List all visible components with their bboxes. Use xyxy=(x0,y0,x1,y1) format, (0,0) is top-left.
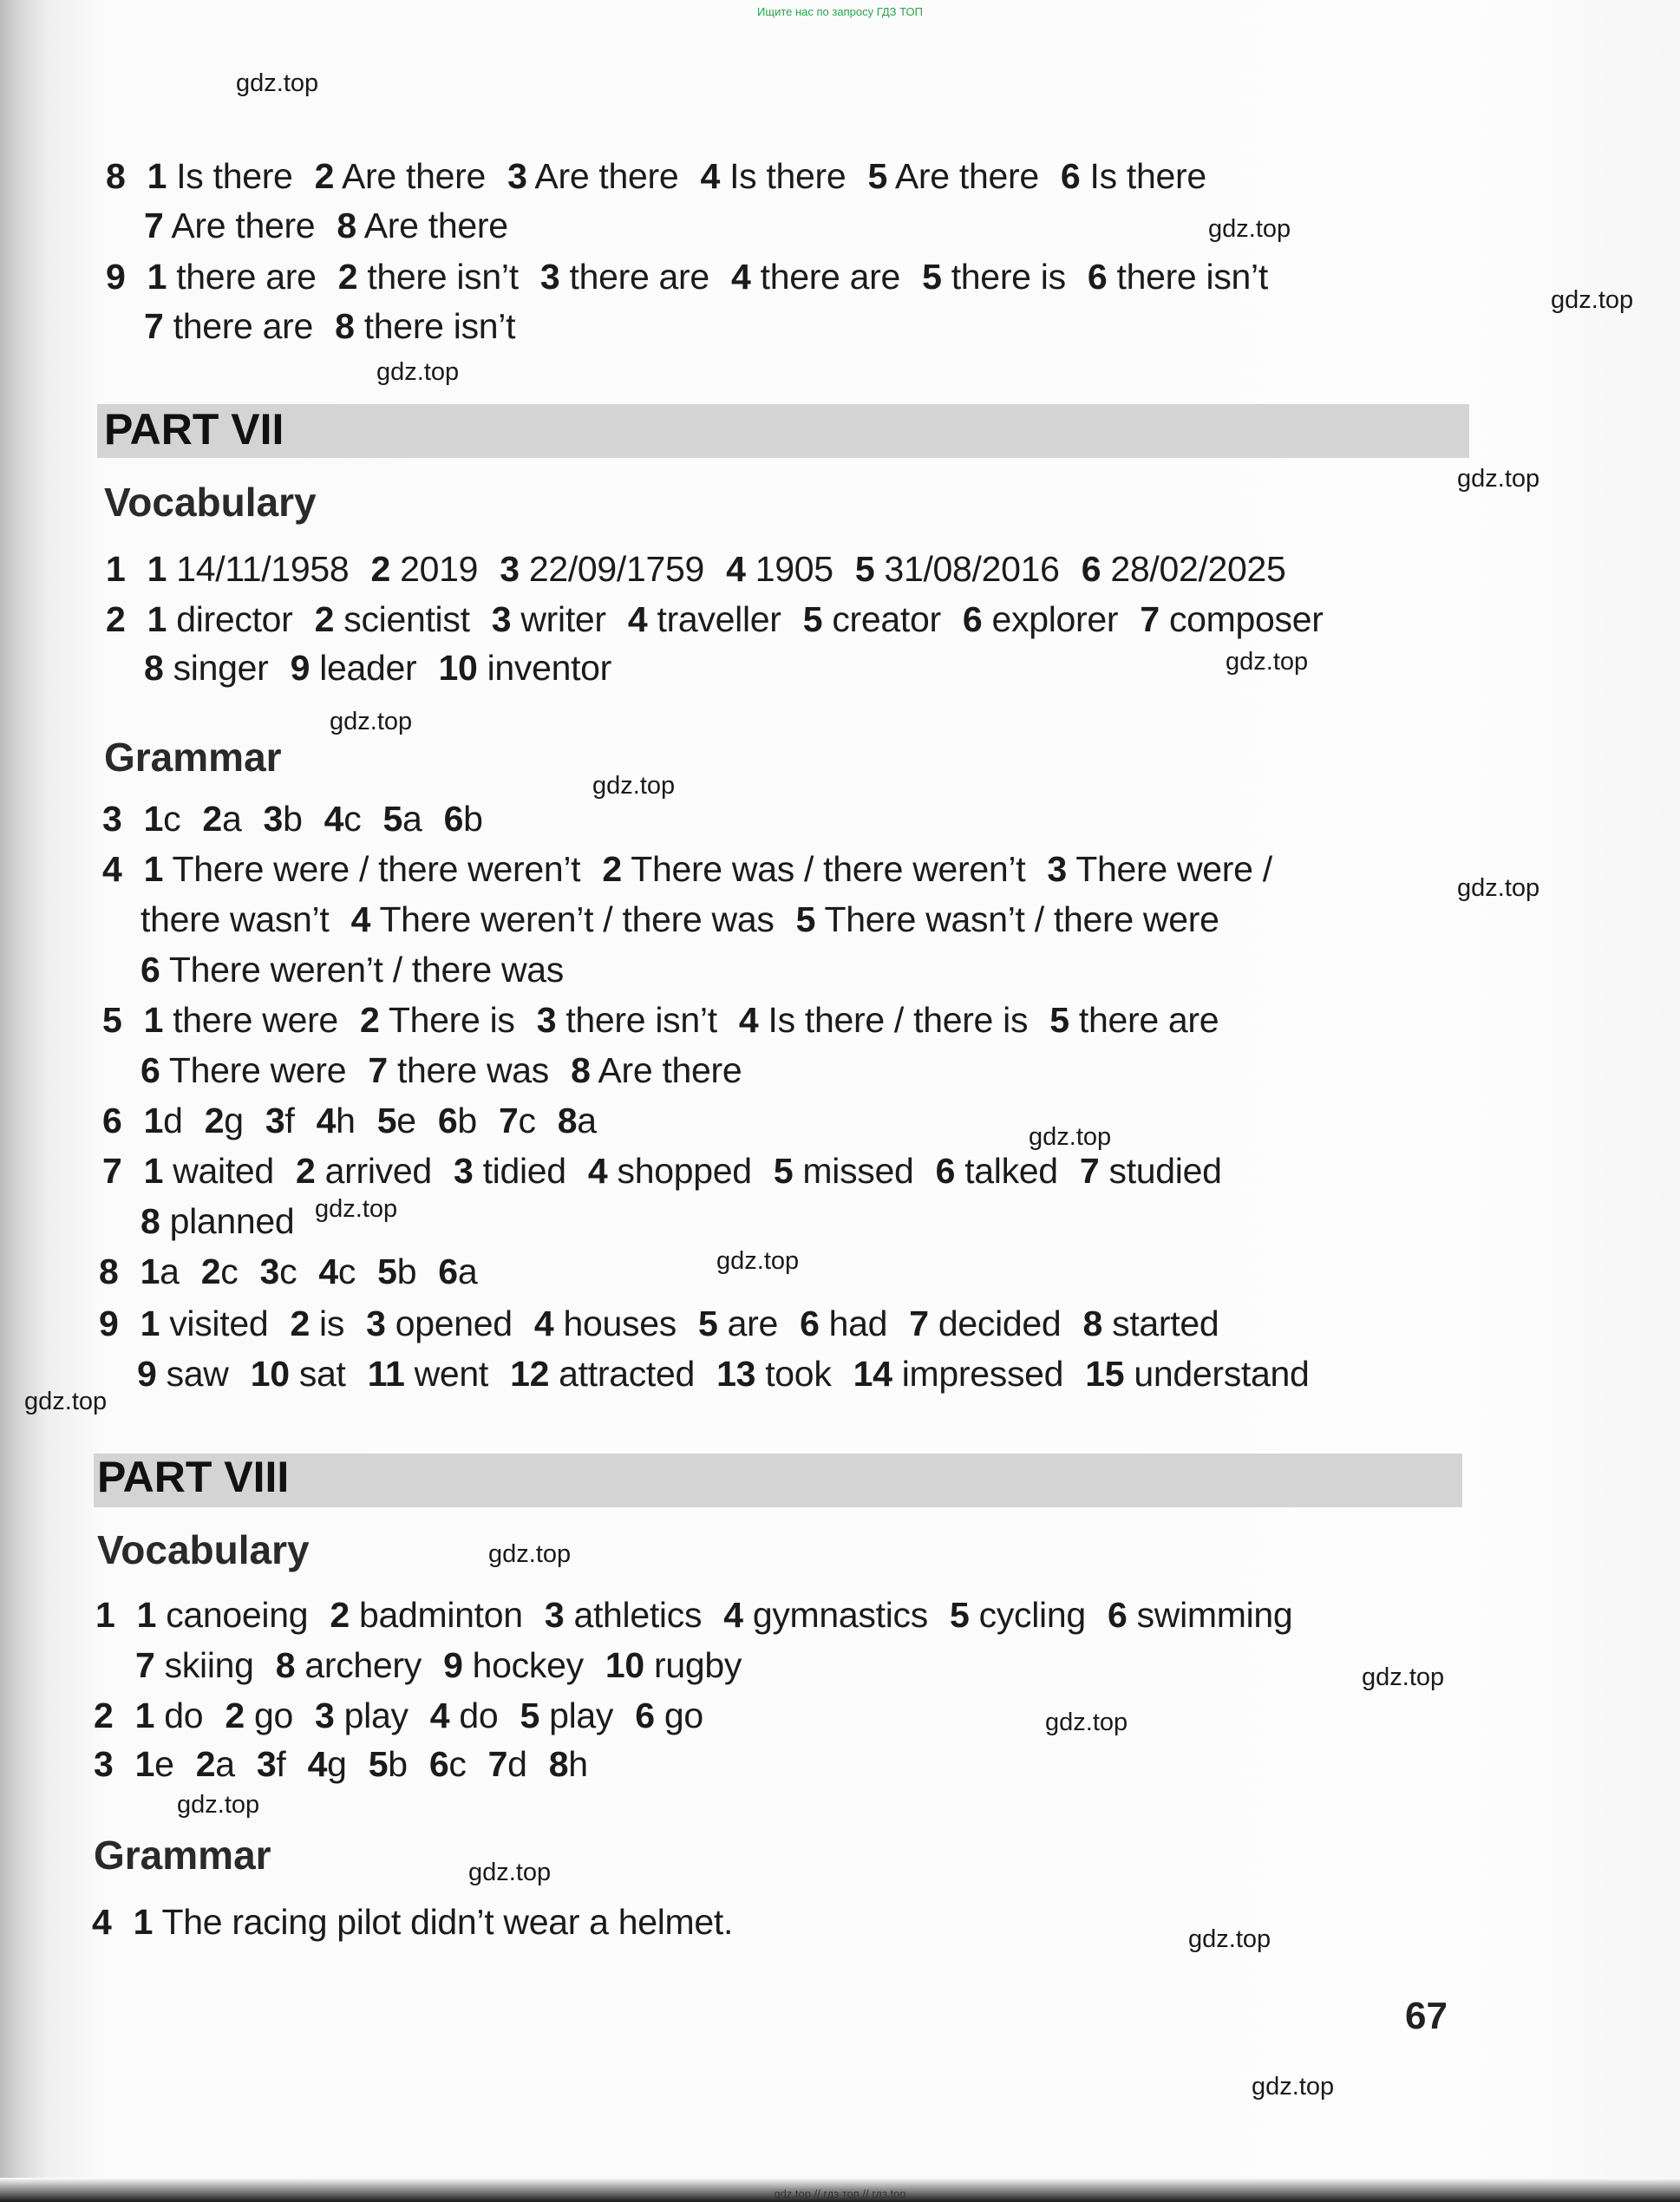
part-7-grammar-3: 3 1c 2a 3b 4c 5a 6b xyxy=(102,799,483,839)
part-7-grammar-7-line-1: 7 1 waited 2 arrived 3 tidied 4 shopped 5 missed 6 talked 7 studied xyxy=(102,1151,1222,1191)
watermark: gdz.top xyxy=(315,1195,398,1223)
top-search-link[interactable]: Ищите нас по запросу ГДЗ ТОП xyxy=(757,5,923,18)
part-8-grammar-4: 4 1 The racing pilot didn’t wear a helmet. xyxy=(92,1902,734,1942)
part-7-grammar-9-line-2: 9 saw 10 sat 11 went 12 attracted 13 took 14 impressed 15 understand xyxy=(137,1354,1310,1394)
watermark: gdz.top xyxy=(1457,874,1540,902)
watermark: gdz.top xyxy=(1029,1123,1112,1151)
part-8-header-bar xyxy=(94,1454,1462,1507)
part-7-grammar-8: 8 1a 2c 3c 4c 5b 6a xyxy=(99,1251,478,1291)
part-7-title: PART VII xyxy=(104,405,284,454)
watermark: gdz.top xyxy=(376,358,460,386)
exercise-8-line-2: 7 Are there 8 Are there xyxy=(144,206,508,245)
exercise-9-line-1: 9 1 there are 2 there isn’t 3 there are 4 there are 5 there is 6 there isn’t xyxy=(106,257,1268,297)
watermark: gdz.top xyxy=(1457,465,1540,493)
watermark: gdz.top xyxy=(1226,648,1309,676)
part-8-vocab-1-line-2: 7 skiing 8 archery 9 hockey 10 rugby xyxy=(135,1645,742,1685)
part-8-vocab-1-line-1: 1 1 canoeing 2 badminton 3 athletics 4 gymnastics 5 cycling 6 swimming xyxy=(95,1595,1293,1635)
part-7-grammar-4-line-1: 4 1 There were / there weren’t 2 There was / there weren’t 3 There were / xyxy=(102,849,1272,889)
part-8-vocabulary-heading: Vocabulary xyxy=(97,1527,310,1572)
part-8-vocab-2: 2 1 do 2 go 3 play 4 do 5 play 6 go xyxy=(94,1696,703,1735)
footer-links[interactable]: gdz.top // гдз топ // гдз.top xyxy=(774,2187,906,2200)
part-7-grammar-heading: Grammar xyxy=(104,735,282,780)
part-7-vocab-2-line-2: 8 singer 9 leader 10 inventor xyxy=(144,648,612,688)
watermark: gdz.top xyxy=(716,1247,800,1275)
exercise-9-line-2: 7 there are 8 there isn’t xyxy=(144,306,516,346)
watermark: gdz.top xyxy=(177,1791,260,1819)
watermark: gdz.top xyxy=(1362,1663,1445,1691)
part-7-grammar-5-line-2: 6 There were 7 there was 8 Are there xyxy=(141,1050,742,1090)
watermark: gdz.top xyxy=(488,1540,572,1568)
watermark: gdz.top xyxy=(236,69,319,97)
part-7-header-bar xyxy=(97,404,1469,458)
part-7-grammar-4-line-2: there wasn’t 4 There weren’t / there was 5 There wasn’t / there were xyxy=(141,899,1219,939)
part-7-vocab-2-line-1: 2 1 director 2 scientist 3 writer 4 traveller 5 creator 6 explorer 7 composer xyxy=(106,599,1324,639)
watermark: gdz.top xyxy=(468,1859,552,1886)
part-7-grammar-6: 6 1d 2g 3f 4h 5e 6b 7c 8a xyxy=(102,1101,597,1140)
watermark: gdz.top xyxy=(1252,2073,1335,2101)
part-7-grammar-4-line-3: 6 There weren’t / there was xyxy=(141,950,564,990)
watermark: gdz.top xyxy=(24,1388,108,1415)
watermark: gdz.top xyxy=(1208,215,1291,243)
watermark: gdz.top xyxy=(592,772,676,800)
part-7-grammar-9-line-1: 9 1 visited 2 is 3 opened 4 houses 5 are 6 had 7 decided 8 started xyxy=(99,1304,1219,1343)
watermark: gdz.top xyxy=(1045,1709,1128,1736)
part-8-vocab-3: 3 1e 2a 3f 4g 5b 6c 7d 8h xyxy=(94,1744,588,1784)
part-8-title: PART VIII xyxy=(97,1453,290,1501)
part-7-grammar-7-line-2: 8 planned xyxy=(141,1201,295,1241)
exercise-8-line-1: 8 1 Is there 2 Are there 3 Are there 4 Is there 5 Are there 6 Is there xyxy=(106,156,1206,196)
page-number: 67 xyxy=(1405,1995,1448,2037)
part-7-grammar-5-line-1: 5 1 there were 2 There is 3 there isn’t 4 Is there / there is 5 there are xyxy=(102,1000,1219,1040)
part-7-vocab-1: 1 1 14/11/1958 2 2019 3 22/09/1759 4 1905 5 31/08/2016 6 28/02/2025 xyxy=(106,549,1286,589)
watermark: gdz.top xyxy=(330,708,413,735)
part-7-vocabulary-heading: Vocabulary xyxy=(104,480,317,525)
part-8-grammar-heading: Grammar xyxy=(94,1833,271,1878)
watermark: gdz.top xyxy=(1188,1925,1271,1953)
watermark: gdz.top xyxy=(1551,286,1634,314)
